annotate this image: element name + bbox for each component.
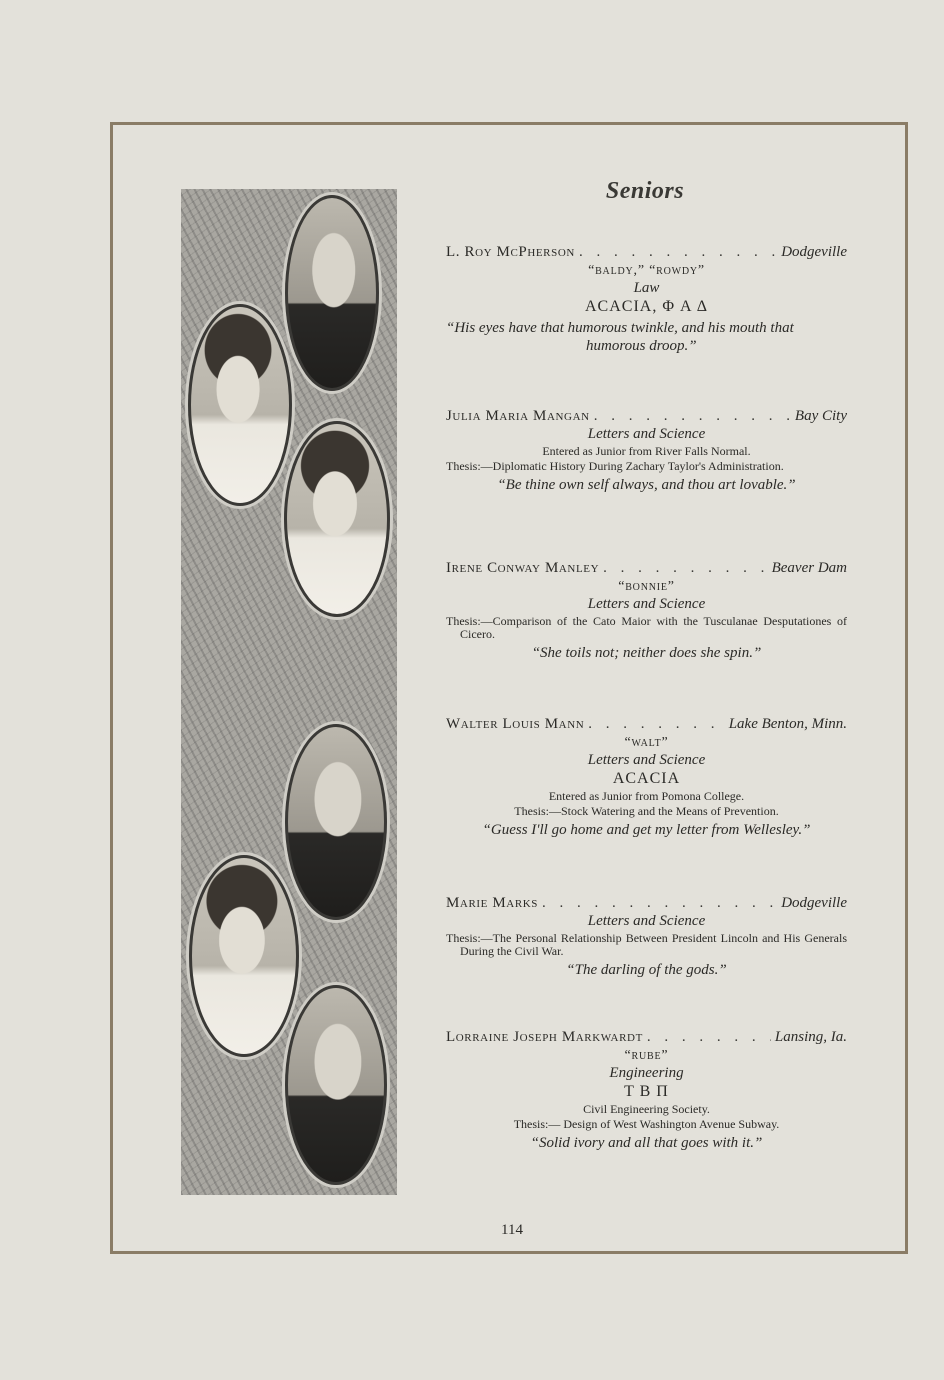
student-name: Marie Marks (446, 895, 539, 911)
hometown: Dodgeville (781, 895, 847, 911)
fraternity: T B Π (624, 1083, 669, 1100)
student-name: L. Roy McPherson (446, 244, 575, 260)
entry-marks (446, 895, 847, 979)
fraternity: ACACIA, Φ A Δ (585, 298, 708, 315)
thesis: Thesis:—The Personal Relationship Between President Lincoln and His Generals During the Civil War. (446, 931, 847, 958)
quote: “Solid ivory and all that goes with it.” (530, 1135, 763, 1151)
portrait-marks (189, 855, 299, 1057)
page-title: Seniors (605, 178, 685, 204)
entry-note: Entered as Junior from River Falls Normal. (542, 444, 751, 458)
nickname: “rube” (624, 1048, 669, 1063)
entry-mcpherson (446, 244, 847, 355)
name-line (446, 1029, 847, 1046)
portrait-mangan (188, 304, 292, 506)
hometown: Lansing, Ia. (774, 1029, 847, 1045)
course: Engineering (609, 1065, 684, 1081)
leader-dots (647, 1029, 771, 1046)
page-number: 114 (501, 1222, 523, 1238)
course: Letters and Science (587, 913, 706, 929)
hometown: Lake Benton, Minn. (728, 716, 847, 732)
fraternity: ACACIA (612, 770, 681, 787)
course: Letters and Science (587, 596, 706, 612)
quote: “The darling of the gods.” (566, 962, 727, 978)
student-name: Lorraine Joseph Markwardt (446, 1029, 643, 1045)
leader-dots (542, 895, 777, 912)
quote: “His eyes have that humorous twinkle, and his mouth that humorous droop.” (446, 320, 794, 354)
nickname: “bonnie” (618, 579, 675, 594)
nickname: “walt” (624, 735, 669, 750)
thesis: Thesis:— Design of West Washington Avenue Subway. (513, 1117, 780, 1131)
portrait-strip (181, 189, 397, 1195)
portrait-manley (284, 421, 390, 617)
course: Letters and Science (587, 426, 706, 442)
student-name: Irene Conway Manley (446, 560, 600, 576)
thesis: Thesis:—Stock Watering and the Means of Prevention. (514, 804, 779, 818)
portrait-mann (285, 724, 387, 920)
nickname: “baldy,” “rowdy” (588, 263, 705, 278)
name-line (446, 895, 847, 912)
thesis: Thesis:—Diplomatic History During Zachary Taylor's Administration. (446, 459, 784, 473)
entry-markwardt (446, 1029, 847, 1152)
course: Letters and Science (587, 752, 706, 768)
portrait-mcpherson (285, 195, 379, 391)
student-name: Julia Maria Mangan (446, 408, 590, 424)
leader-dots (588, 716, 724, 733)
quote: “Be thine own self always, and thou art lovable.” (497, 477, 796, 493)
hometown: Dodgeville (781, 244, 847, 260)
name-line (446, 560, 847, 577)
leader-dots (594, 408, 791, 425)
hometown: Bay City (794, 408, 847, 424)
hometown: Beaver Dam (771, 560, 847, 576)
name-line (446, 244, 847, 261)
entry-mann (446, 716, 847, 839)
course: Law (633, 280, 660, 296)
name-line (446, 716, 847, 733)
portrait-markwardt (285, 985, 387, 1185)
name-line (446, 408, 847, 425)
leader-dots (603, 560, 767, 577)
entry-note: Civil Engineering Society. (583, 1102, 710, 1116)
thesis: Thesis:—Comparison of the Cato Maior with the Tusculanae Desputationes of Cicero. (446, 614, 847, 641)
entry-manley (446, 560, 847, 662)
leader-dots (579, 244, 777, 261)
quote: “Guess I'll go home and get my letter from Wellesley.” (482, 822, 811, 838)
student-name: Walter Louis Mann (446, 716, 585, 732)
entry-note: Entered as Junior from Pomona College. (548, 789, 745, 803)
quote: “She toils not; neither does she spin.” (531, 645, 762, 661)
entry-mangan (446, 408, 847, 494)
